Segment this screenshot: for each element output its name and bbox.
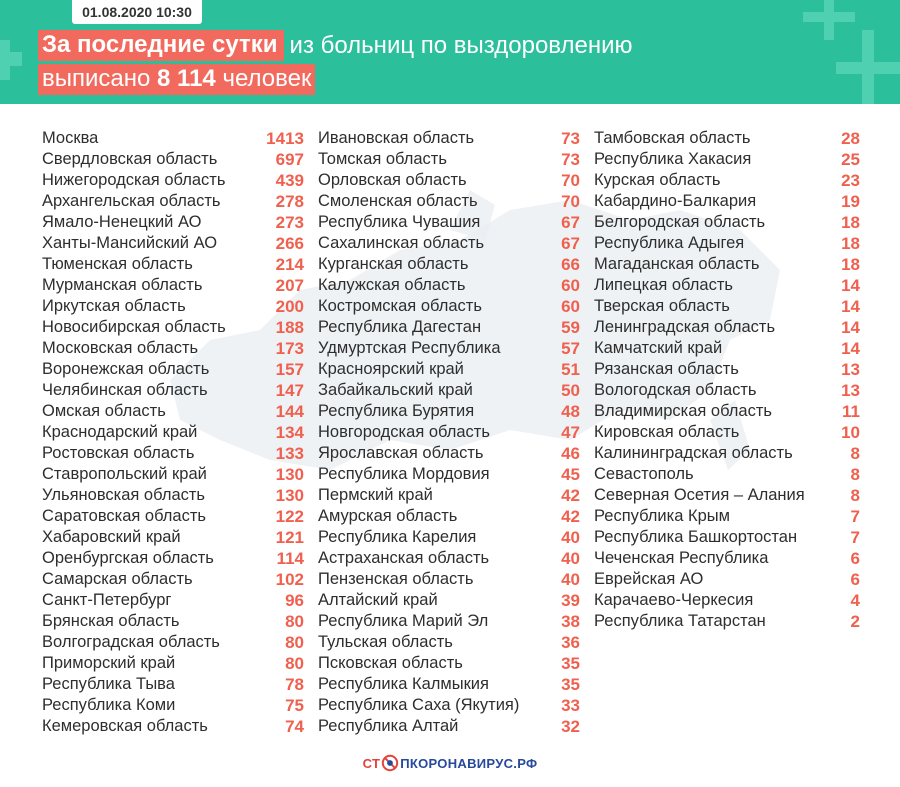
region-name: Тамбовская область [594, 129, 751, 147]
table-row [314, 233, 582, 254]
table-row [38, 317, 306, 338]
recovered-count: 35 [561, 674, 580, 694]
recovered-count: 46 [561, 443, 580, 463]
region-name: Архангельская область [42, 192, 221, 210]
region-name: Магаданская область [594, 255, 760, 273]
region-name: Ленинградская область [594, 318, 776, 336]
recovered-count: 42 [561, 506, 580, 526]
region-name: Саратовская область [42, 507, 207, 525]
region-name: Республика Татарстан [594, 612, 766, 630]
table-row [38, 443, 306, 464]
table-row [314, 674, 582, 695]
table-row [314, 338, 582, 359]
table-row [38, 275, 306, 296]
region-name: Рязанская область [594, 360, 739, 378]
region-name: Удмуртская Республика [318, 339, 501, 357]
recovered-count: 67 [561, 233, 580, 253]
region-name: Республика Тыва [42, 675, 175, 693]
region-name: Ханты-Мансийский АО [42, 234, 218, 252]
table-row [38, 191, 306, 212]
region-name: Приморский край [42, 654, 176, 672]
region-name: Ярославская область [318, 444, 484, 462]
headline-prefix: выписано [42, 65, 151, 92]
region-name: Астраханская область [318, 549, 490, 567]
table-row [38, 653, 306, 674]
recovered-count: 10 [841, 422, 860, 442]
recovered-count: 13 [841, 380, 860, 400]
plus-decoration [862, 30, 874, 104]
headline-suffix: человек [222, 65, 312, 92]
table-row [590, 191, 862, 212]
table-row [314, 485, 582, 506]
region-name: Ямало-Ненецкий АО [42, 213, 202, 231]
region-name: Сахалинская область [318, 234, 485, 252]
region-name: Липецкая область [594, 276, 733, 294]
region-name: Томская область [318, 150, 447, 168]
region-name: Тюменская область [42, 255, 193, 273]
region-name: Республика Дагестан [318, 318, 482, 336]
plus-decoration [824, 0, 834, 40]
recovered-count: 66 [561, 254, 580, 274]
table-row [590, 527, 862, 548]
recovered-count: 38 [561, 611, 580, 631]
table-row [38, 569, 306, 590]
region-name: Амурская область [318, 507, 458, 525]
table-row [590, 170, 862, 191]
recovered-count: 134 [275, 422, 304, 442]
recovered-count: 33 [561, 695, 580, 715]
region-name: Кабардино-Балкария [594, 192, 757, 210]
recovered-count: 73 [561, 149, 580, 169]
region-name: Пермский край [318, 486, 433, 504]
region-name: Волгоградская область [42, 633, 220, 651]
recovered-count: 40 [561, 527, 580, 547]
table-row [314, 170, 582, 191]
recovered-count: 14 [841, 275, 860, 295]
recovered-count: 78 [285, 674, 304, 694]
recovered-count: 133 [275, 443, 304, 463]
plus-decoration [0, 40, 10, 80]
region-name: Свердловская область [42, 150, 218, 168]
region-name: Оренбургская область [42, 549, 214, 567]
region-column-3 [590, 128, 862, 632]
table-row [590, 296, 862, 317]
headline-line-2 [38, 64, 315, 95]
recovered-count: 7 [850, 527, 860, 547]
table-row [314, 128, 582, 149]
region-name: Республика Чувашия [318, 213, 481, 231]
region-name: Кировская область [594, 423, 740, 441]
virus-stop-icon [381, 754, 399, 772]
recovered-count: 8 [850, 443, 860, 463]
recovered-count: 47 [561, 422, 580, 442]
recovered-count: 18 [841, 212, 860, 232]
recovered-count: 19 [841, 191, 860, 211]
date-label: 01.08.2020 10:30 [72, 0, 202, 24]
table-row [38, 401, 306, 422]
table-row [590, 506, 862, 527]
region-name: Республика Коми [42, 696, 176, 714]
recovered-count: 4 [850, 590, 860, 610]
brand-part-b: ПКОРОНАВИРУС.РФ [400, 755, 538, 771]
region-name: Забайкальский край [318, 381, 473, 399]
recovered-count: 188 [275, 317, 304, 337]
region-name: Ивановская область [318, 129, 475, 147]
recovered-count: 8 [850, 485, 860, 505]
region-name: Санкт-Петербург [42, 591, 172, 609]
region-name: Московская область [42, 339, 199, 357]
recovered-count: 80 [285, 611, 304, 631]
headline-line-1 [38, 30, 633, 61]
table-row [590, 380, 862, 401]
table-row [590, 317, 862, 338]
recovered-count: 200 [275, 296, 304, 316]
recovered-count: 80 [285, 632, 304, 652]
region-name: Нижегородская область [42, 171, 226, 189]
recovered-count: 39 [561, 590, 580, 610]
table-row [590, 359, 862, 380]
headline-number: 8 114 [157, 65, 216, 92]
region-name: Республика Калмыкия [318, 675, 489, 693]
table-row [314, 296, 582, 317]
region-name: Вологодская область [594, 381, 757, 399]
table-row [314, 506, 582, 527]
region-name: Ростовская область [42, 444, 195, 462]
table-row [314, 611, 582, 632]
table-row [38, 212, 306, 233]
recovered-count: 74 [285, 716, 304, 736]
table-row [38, 590, 306, 611]
region-name: Республика Саха (Якутия) [318, 696, 520, 714]
recovered-count: 18 [841, 254, 860, 274]
region-name: Краснодарский край [42, 423, 198, 441]
recovered-count: 67 [561, 212, 580, 232]
table-row [314, 548, 582, 569]
recovered-count: 266 [275, 233, 304, 253]
recovered-count: 48 [561, 401, 580, 421]
recovered-count: 214 [275, 254, 304, 274]
region-name: Костромская область [318, 297, 482, 315]
region-name: Новгородская область [318, 423, 490, 441]
table-row [314, 317, 582, 338]
table-row [314, 590, 582, 611]
table-row [38, 716, 306, 737]
table-row [314, 149, 582, 170]
region-name: Еврейская АО [594, 570, 704, 588]
recovered-count: 114 [276, 548, 304, 568]
table-row [314, 401, 582, 422]
recovered-count: 207 [275, 275, 304, 295]
region-name: Пензенская область [318, 570, 474, 588]
table-row [590, 128, 862, 149]
region-name: Республика Карелия [318, 528, 477, 546]
recovered-count: 23 [841, 170, 860, 190]
table-row [38, 506, 306, 527]
region-name: Ставропольский край [42, 465, 207, 483]
region-name: Чеченская Республика [594, 549, 769, 567]
recovered-count: 1413 [266, 128, 304, 148]
table-row [590, 590, 862, 611]
table-row [38, 128, 306, 149]
recovered-count: 75 [285, 695, 304, 715]
region-name: Орловская область [318, 171, 467, 189]
recovered-count: 6 [850, 548, 860, 568]
recovered-count: 173 [275, 338, 304, 358]
table-row [590, 485, 862, 506]
recovered-count: 2 [850, 611, 860, 631]
region-name: Смоленская область [318, 192, 478, 210]
region-name: Республика Башкортостан [594, 528, 798, 546]
recovered-count: 144 [275, 401, 304, 421]
table-row [38, 548, 306, 569]
table-row [38, 296, 306, 317]
region-name: Красноярский край [318, 360, 464, 378]
table-row [590, 275, 862, 296]
region-name: Мурманская область [42, 276, 203, 294]
recovered-count: 80 [285, 653, 304, 673]
table-row [314, 191, 582, 212]
region-name: Воронежская область [42, 360, 210, 378]
table-row [590, 548, 862, 569]
recovered-count: 697 [275, 149, 304, 169]
recovered-count: 14 [841, 338, 860, 358]
recovered-count: 130 [275, 485, 304, 505]
region-column-2 [314, 128, 582, 737]
table-row [590, 254, 862, 275]
region-name: Алтайский край [318, 591, 438, 609]
region-name: Курганская область [318, 255, 469, 273]
region-name: Камчатский край [594, 339, 723, 357]
table-row [38, 233, 306, 254]
recovered-count: 6 [850, 569, 860, 589]
header-banner [0, 0, 900, 104]
region-name: Белгородская область [594, 213, 766, 231]
table-row [38, 611, 306, 632]
region-name: Москва [42, 129, 99, 147]
region-name: Республика Хакасия [594, 150, 752, 168]
table-row [38, 254, 306, 275]
region-name: Республика Мордовия [318, 465, 490, 483]
table-row [590, 443, 862, 464]
table-row [314, 443, 582, 464]
region-name: Самарская область [42, 570, 193, 588]
recovered-count: 57 [561, 338, 580, 358]
headline-total [38, 64, 315, 95]
table-row [38, 149, 306, 170]
region-name: Республика Марий Эл [318, 612, 489, 630]
table-row [38, 527, 306, 548]
table-row [590, 149, 862, 170]
recovered-count: 8 [850, 464, 860, 484]
recovered-count: 70 [561, 191, 580, 211]
recovered-count: 50 [561, 380, 580, 400]
table-row [590, 422, 862, 443]
recovered-count: 147 [275, 380, 304, 400]
region-name: Иркутская область [42, 297, 186, 315]
region-name: Тверская область [594, 297, 730, 315]
region-column-1 [38, 128, 306, 737]
region-name: Хабаровский край [42, 528, 181, 546]
recovered-count: 14 [841, 317, 860, 337]
recovered-count: 51 [561, 359, 580, 379]
region-name: Омская область [42, 402, 166, 420]
region-name: Челябинская область [42, 381, 208, 399]
recovered-count: 28 [841, 128, 860, 148]
recovered-count: 130 [275, 464, 304, 484]
table-row [590, 611, 862, 632]
headline-text: из больниц по выздоровлению [289, 31, 633, 59]
region-name: Калининградская область [594, 444, 793, 462]
table-row [38, 422, 306, 443]
table-row [38, 695, 306, 716]
table-row [314, 254, 582, 275]
table-row [590, 212, 862, 233]
table-row [590, 569, 862, 590]
region-name: Северная Осетия – Алания [594, 486, 805, 504]
table-row [314, 695, 582, 716]
table-row [314, 527, 582, 548]
recovered-count: 18 [841, 233, 860, 253]
table-row [590, 464, 862, 485]
table-row [38, 485, 306, 506]
region-name: Калужская область [318, 276, 466, 294]
region-name: Курская область [594, 171, 721, 189]
recovered-count: 7 [850, 506, 860, 526]
table-row [38, 170, 306, 191]
headline-highlight: За последние сутки [38, 30, 284, 61]
table-row [38, 338, 306, 359]
recovered-count: 59 [561, 317, 580, 337]
table-row [38, 359, 306, 380]
region-name: Республика Бурятия [318, 402, 475, 420]
region-name: Ульяновская область [42, 486, 206, 504]
recovered-count: 73 [561, 128, 580, 148]
table-row [590, 338, 862, 359]
region-name: Тульская область [318, 633, 453, 651]
recovered-count: 60 [561, 296, 580, 316]
region-name: Республика Алтай [318, 717, 459, 735]
table-row [314, 380, 582, 401]
footer-brand [0, 752, 900, 774]
table-row [314, 275, 582, 296]
table-row [38, 674, 306, 695]
region-name: Севастополь [594, 465, 694, 483]
recovered-count: 40 [561, 548, 580, 568]
recovered-count: 278 [275, 191, 304, 211]
table-row [314, 359, 582, 380]
recovered-count: 157 [275, 359, 304, 379]
recovered-count: 13 [841, 359, 860, 379]
recovered-count: 40 [561, 569, 580, 589]
recovered-count: 32 [561, 716, 580, 736]
recovered-count: 36 [561, 632, 580, 652]
recovered-count: 25 [841, 149, 860, 169]
region-name: Псковская область [318, 654, 463, 672]
table-row [314, 632, 582, 653]
recovered-count: 96 [285, 590, 304, 610]
region-name: Республика Адыгея [594, 234, 745, 252]
table-row [38, 380, 306, 401]
recovered-count: 11 [842, 401, 860, 421]
table-row [314, 716, 582, 737]
recovered-count: 60 [561, 275, 580, 295]
recovered-count: 45 [561, 464, 580, 484]
recovered-count: 122 [275, 506, 304, 526]
region-name: Брянская область [42, 612, 180, 630]
table-row [38, 464, 306, 485]
recovered-count: 273 [275, 212, 304, 232]
table-row [314, 653, 582, 674]
recovered-count: 35 [561, 653, 580, 673]
recovered-count: 42 [561, 485, 580, 505]
brand-part-a: СТ [362, 755, 381, 771]
table-row [314, 212, 582, 233]
table-row [590, 401, 862, 422]
region-name: Владимирская область [594, 402, 773, 420]
region-name: Новосибирская область [42, 318, 226, 336]
region-name: Кемеровская область [42, 717, 208, 735]
region-name: Республика Крым [594, 507, 730, 525]
recovered-count: 14 [841, 296, 860, 316]
recovered-count: 121 [275, 527, 304, 547]
table-row [314, 569, 582, 590]
table-row [314, 464, 582, 485]
table-row [314, 422, 582, 443]
region-name: Карачаево-Черкесия [594, 591, 754, 609]
table-row [38, 632, 306, 653]
recovered-count: 102 [275, 569, 304, 589]
recovered-count: 70 [561, 170, 580, 190]
recovered-count: 439 [275, 170, 304, 190]
table-row [590, 233, 862, 254]
